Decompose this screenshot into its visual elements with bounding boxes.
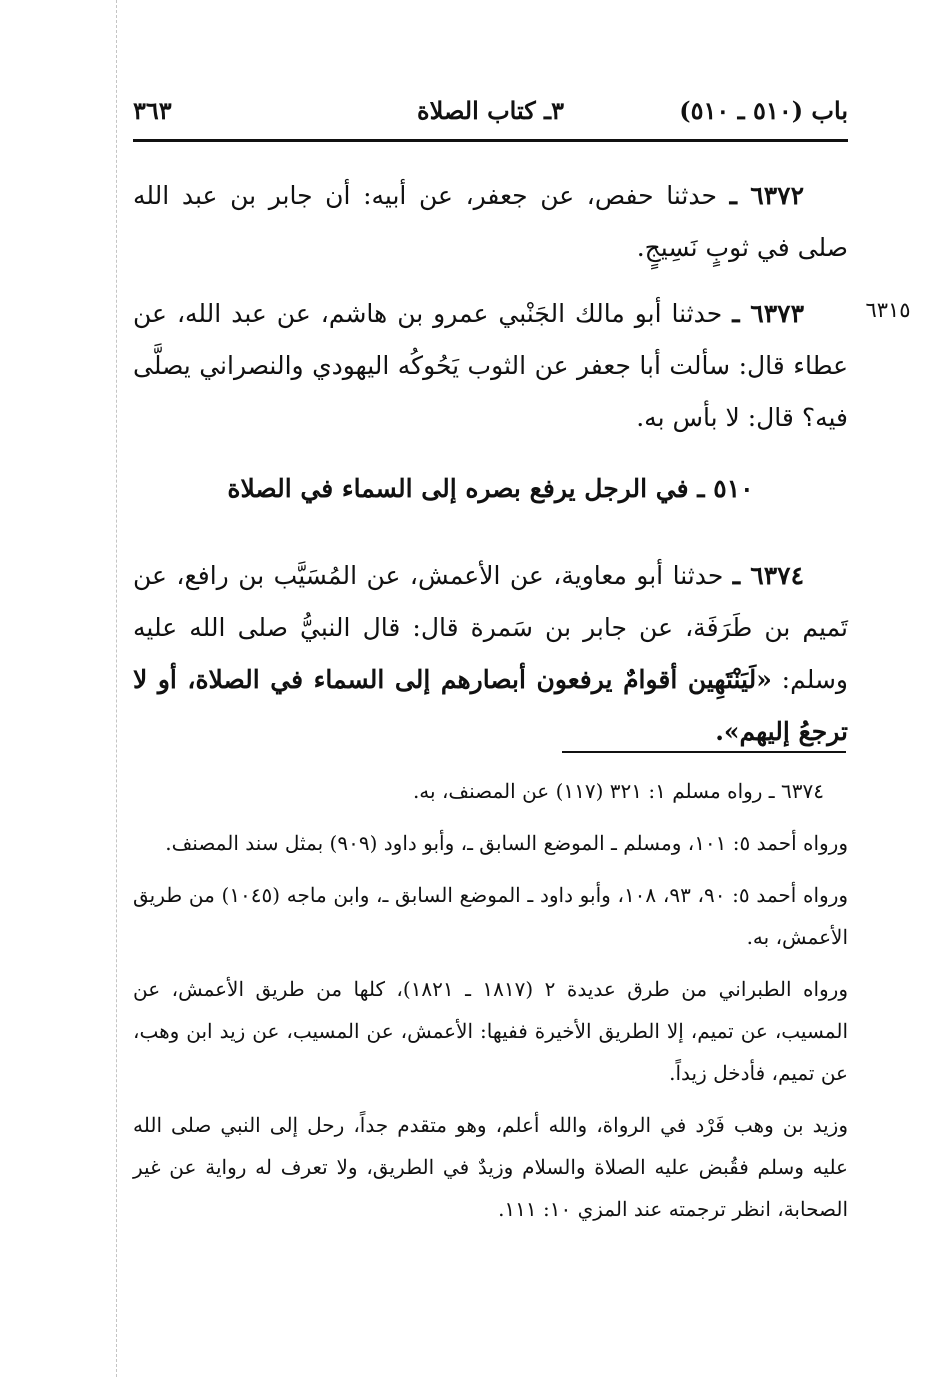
hadith-text: حدثنا أبو مالك الجَنْبي عمرو بن هاشم، عن عبد الله، عن عطاء قال: سألت أبا جعفر عن الثوب يَحُوكُه اليهودي والنصراني يصلَّى فيه؟ قال: لا بأس به.: [133, 299, 848, 432]
footnote: ورواه أحمد ٥: ١٠١، ومسلم ـ الموضع السابق ـ، وأبو داود (٩٠٩) بمثل سند المصنف.: [165, 831, 848, 855]
hadith-number: ٦٣٧٢ ـ: [729, 181, 804, 210]
footnote-rule: [562, 751, 846, 753]
page-header: [133, 92, 848, 132]
hadith-6373: [133, 288, 848, 444]
chapter-title: ٥١٠ ـ في الرجل يرفع بصره إلى السماء في الصلاة: [227, 474, 754, 503]
footnote: وزيد بن وهب فَرْد في الرواة، والله أعلم، وهو متقدم جداً، رحل إلى النبي صلى الله عليه وسلم فقُبض عليه الصلاة والسلام وزيدٌ في الطريق، ولا تعرف له رواية عن غير الصحابة، انظر ترجمته عند المزي ١٠: ١١١.: [133, 1113, 848, 1221]
footnote: ٦٣٧٤ ـ رواه مسلم ١: ٣٢١ (١١٧) عن المصنف، به.: [412, 779, 824, 803]
header-rule: [133, 139, 848, 142]
hadith-6374: [133, 550, 848, 758]
hadith-text: حدثنا حفص، عن جعفر، عن أبيه: أن جابر بن عبد الله صلى في ثوبٍ نَسِيجٍ.: [133, 181, 848, 262]
hadith-number: ٦٣٧٤ ـ: [732, 561, 805, 590]
page-margin-line: [116, 0, 117, 1377]
hadith-paragraph: [133, 170, 848, 274]
footnote: ورواه أحمد ٥: ٩٠، ٩٣، ١٠٨، وأبو داود ـ الموضع السابق ـ، وابن ماجه (١٠٤٥) من طريق الأعمش، به.: [133, 883, 849, 949]
hadith-paragraph: [133, 550, 848, 758]
hadith-paragraph: [133, 288, 848, 444]
footnote: ورواه الطبراني من طرق عديدة ٢ (١٨١٧ ـ ١٨٢١)، كلها من طريق الأعمش، عن المسيب، عن تميم، إلا الطريق الأخيرة ففيها: الأعمش، عن المسيب، عن زيد ابن وهب، عن تميم، فأدخل زيداً.: [133, 977, 848, 1085]
page-number: ٣٦٣: [133, 96, 172, 125]
hadith-6372: [133, 170, 848, 274]
chapter-reference: باب (٥١٠ ـ ٥١٠): [679, 96, 848, 125]
prophetic-quote: «لَيَنْتَهِين أقوامٌ يرفعون أبصارهم إلى السماء في الصلاة، أو لا ترجعُ إليهم».: [133, 665, 848, 746]
book-title: ٣ـ كتاب الصلاة: [417, 96, 564, 125]
footnotes: [133, 770, 848, 1230]
hadith-number: ٦٣٧٣ ـ: [732, 299, 805, 328]
hadith-text: حدثنا أبو معاوية، عن الأعمش، عن المُسَيَّب بن رافع، عن تَميم بن طَرَفَة، عن جابر بن سَمرة قال: قال النبيُّ صلى الله عليه وسلم:: [133, 561, 849, 694]
margin-number: ٦٣١٥: [865, 298, 911, 322]
